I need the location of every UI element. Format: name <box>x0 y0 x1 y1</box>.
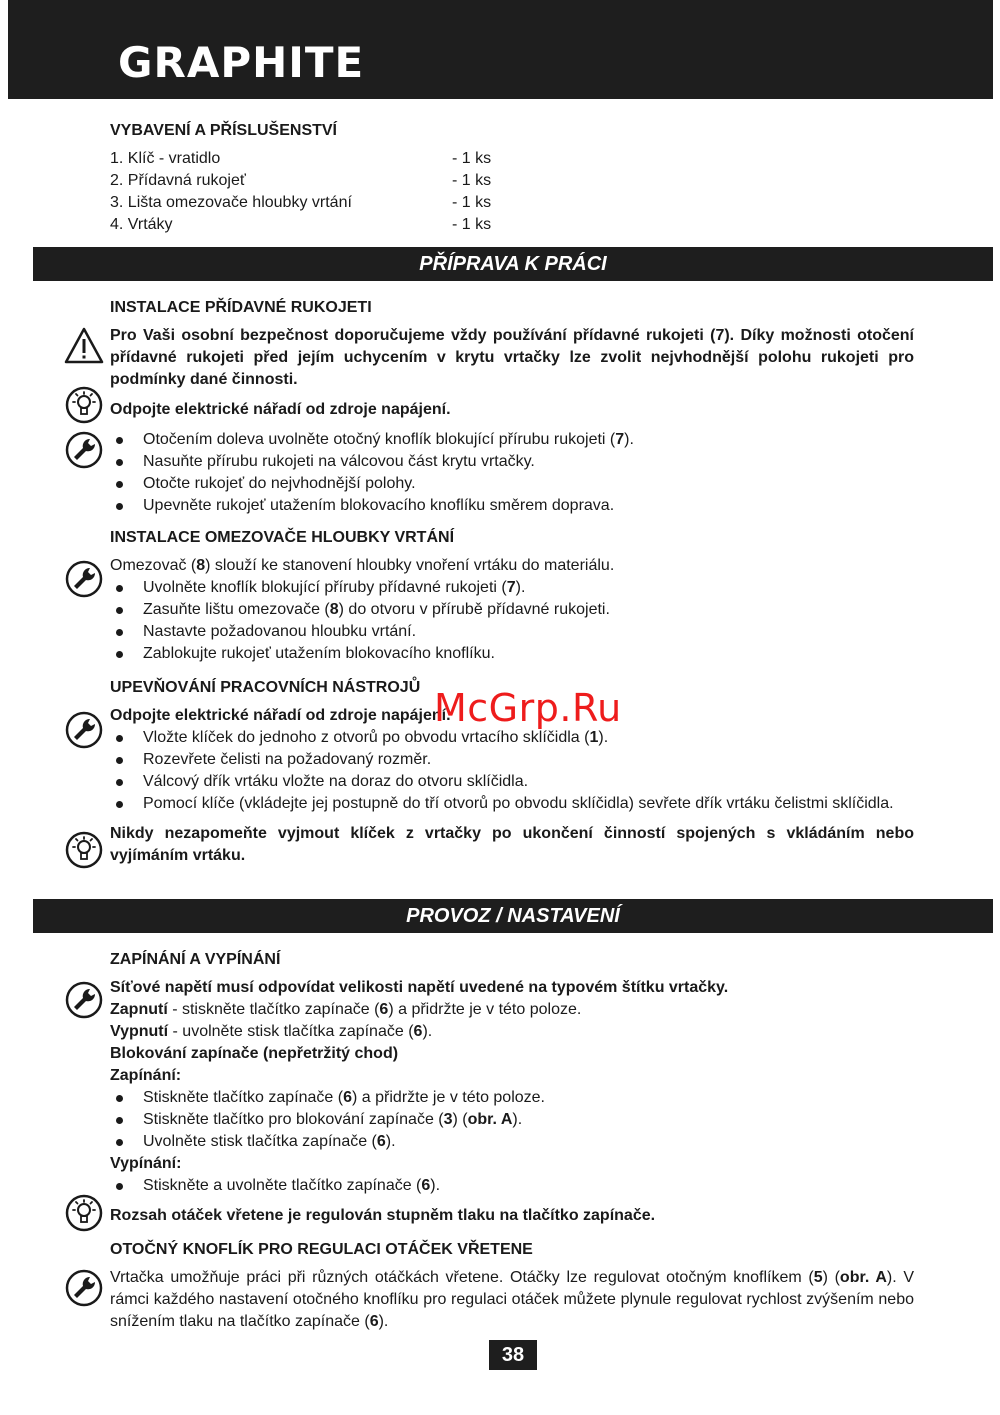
list-item: Uvolněte stisk tlačítka zapínače (6). <box>110 1131 914 1153</box>
handle-note: Odpojte elektrické nářadí od zdroje napájení. <box>110 401 451 418</box>
list-item: Vložte klíček do jednoho z otvorů po obvodu vrtacího sklíčidla (1). <box>110 727 914 749</box>
equipment-section <box>110 120 914 236</box>
depth-intro: Omezovač (8) slouží ke stanovení hloubky vnoření vrtáku do materiálu. <box>110 557 615 574</box>
list-item: Nastavte požadovanou hloubku vrtání. <box>110 621 914 643</box>
wrench-icon <box>64 1268 104 1308</box>
header-bar <box>8 0 993 99</box>
switch-lock-on: Zapínání: <box>110 1067 182 1084</box>
lightbulb-tip-icon <box>64 1193 104 1233</box>
equipment-item: 2. Přídavná rukojeť - 1 ks <box>110 172 492 189</box>
depth-section <box>110 527 914 665</box>
wrench-icon <box>64 559 104 599</box>
tools-title: UPEVŇOVÁNÍ PRACOVNÍCH NÁSTROJŮ <box>110 679 421 696</box>
list-item: Zasuňte lištu omezovače (8) do otvoru v přírubě přídavné rukojeti. <box>110 599 914 621</box>
list-item: Uvolněte knoflík blokující příruby přídavné rukojeti (7). <box>110 577 914 599</box>
speed-title: OTOČNÝ KNOFLÍK PRO REGULACI OTÁČEK VŘETENE <box>110 1241 533 1258</box>
list-item: Válcový dřík vrtáku vložte na doraz do otvoru sklíčidla. <box>110 771 914 793</box>
warning-icon <box>64 326 104 366</box>
switch-section <box>110 949 914 1227</box>
handle-section <box>110 297 914 517</box>
switch-off: Vypnutí - uvolněte stisk tlačítka zapínače (6). <box>110 1023 433 1040</box>
list-item: Zablokujte rukojeť utažením blokovacího knoflíku. <box>110 643 914 665</box>
tools-note: Odpojte elektrické nářadí od zdroje napájení. <box>110 707 451 724</box>
switch-lock-title: Blokování zapínače (nepřetržitý chod) <box>110 1045 399 1062</box>
wrench-icon <box>64 710 104 750</box>
switch-off-bullets <box>110 1175 914 1197</box>
list-item: Otočením doleva uvolněte otočný knoflík blokující přírubu rukojeti (7). <box>110 429 914 451</box>
list-item: Rozevřete čelisti na požadovaný rozměr. <box>110 749 914 771</box>
switch-on-bullets <box>110 1087 914 1153</box>
speed-text: Vrtačka umožňuje práci při různých otáčkách vřetene. Otáčky lze regulovat otočným knoflíkem (5) (obr. A). V rámci každého nastavení otočného knoflíku pro regulaci otáček můžete plynule regulovat rychlost zvýšením nebo snížením tlaku na tlačítko zapínače (6). <box>110 1269 915 1330</box>
depth-bullets <box>110 577 914 665</box>
equipment-item: 4. Vrtáky - 1 ks <box>110 216 492 233</box>
depth-title: INSTALACE OMEZOVAČE HLOUBKY VRTÁNÍ <box>110 529 455 546</box>
equipment-title: VYBAVENÍ A PŘÍSLUŠENSTVÍ <box>110 122 337 139</box>
page-number: 38 <box>489 1340 537 1370</box>
switch-voltage: Síťové napětí musí odpovídat velikosti napětí uvedené na typovém štítku vrtačky. <box>110 979 729 996</box>
list-item: Otočte rukojeť do nejvhodnější polohy. <box>110 473 914 495</box>
wrench-icon <box>64 980 104 1020</box>
switch-tip: Rozsah otáček vřetene je regulován stupněm tlaku na tlačítko zapínače. <box>110 1207 656 1224</box>
equipment-item: 3. Lišta omezovače hloubky vrtání - 1 ks <box>110 194 492 211</box>
equipment-item: 1. Klíč - vratidlo - 1 ks <box>110 150 492 167</box>
tools-bullets <box>110 727 914 815</box>
list-item: Stiskněte tlačítko pro blokování zapínače (3) (obr. A). <box>110 1109 914 1131</box>
switch-on: Zapnutí - stiskněte tlačítko zapínače (6) a přidržte je v této poloze. <box>110 1001 582 1018</box>
brand-logo: GRAPHITE <box>118 38 365 87</box>
wrench-icon <box>64 430 104 470</box>
handle-title: INSTALACE PŘÍDAVNÉ RUKOJETI <box>110 299 372 316</box>
section-bar-preparation: PŘÍPRAVA K PRÁCI <box>33 247 993 281</box>
tools-tip: Nikdy nezapomeňte vyjmout klíček z vrtačky po ukončení činností spojených s vkládáním nebo vyjímáním vrtáku. <box>110 825 914 864</box>
handle-bullets <box>110 429 914 517</box>
list-item: Stiskněte tlačítko zapínače (6) a přidržte je v této poloze. <box>110 1087 914 1109</box>
speed-section <box>110 1239 914 1333</box>
list-item: Nasuňte přírubu rukojeti na válcovou část krytu vrtačky. <box>110 451 914 473</box>
handle-warning: Pro Vaši osobní bezpečnost doporučujeme vždy používání přídavné rukojeti (7). Díky možnosti otočení přídavné rukojeti před jejím uchycením v krytu vrtačky lze zvolit nejvhodnější polohu rukojeti pro podmínky dané činnosti. <box>110 327 914 388</box>
lightbulb-tip-icon <box>64 385 104 425</box>
switch-title: ZAPÍNÁNÍ A VYPÍNÁNÍ <box>110 951 281 968</box>
switch-lock-off: Vypínání: <box>110 1155 182 1172</box>
list-item: Upevněte rukojeť utažením blokovacího knoflíku směrem doprava. <box>110 495 914 517</box>
watermark: McGrp.Ru <box>434 686 622 730</box>
section-bar-operation: PROVOZ / NASTAVENÍ <box>33 899 993 933</box>
list-item: Pomocí klíče (vkládejte jej postupně do tří otvorů po obvodu sklíčidla) sevřete dřík vrtáku čelistmi sklíčidla. <box>110 793 914 815</box>
list-item: Stiskněte a uvolněte tlačítko zapínače (6). <box>110 1175 914 1197</box>
lightbulb-tip-icon <box>64 830 104 870</box>
